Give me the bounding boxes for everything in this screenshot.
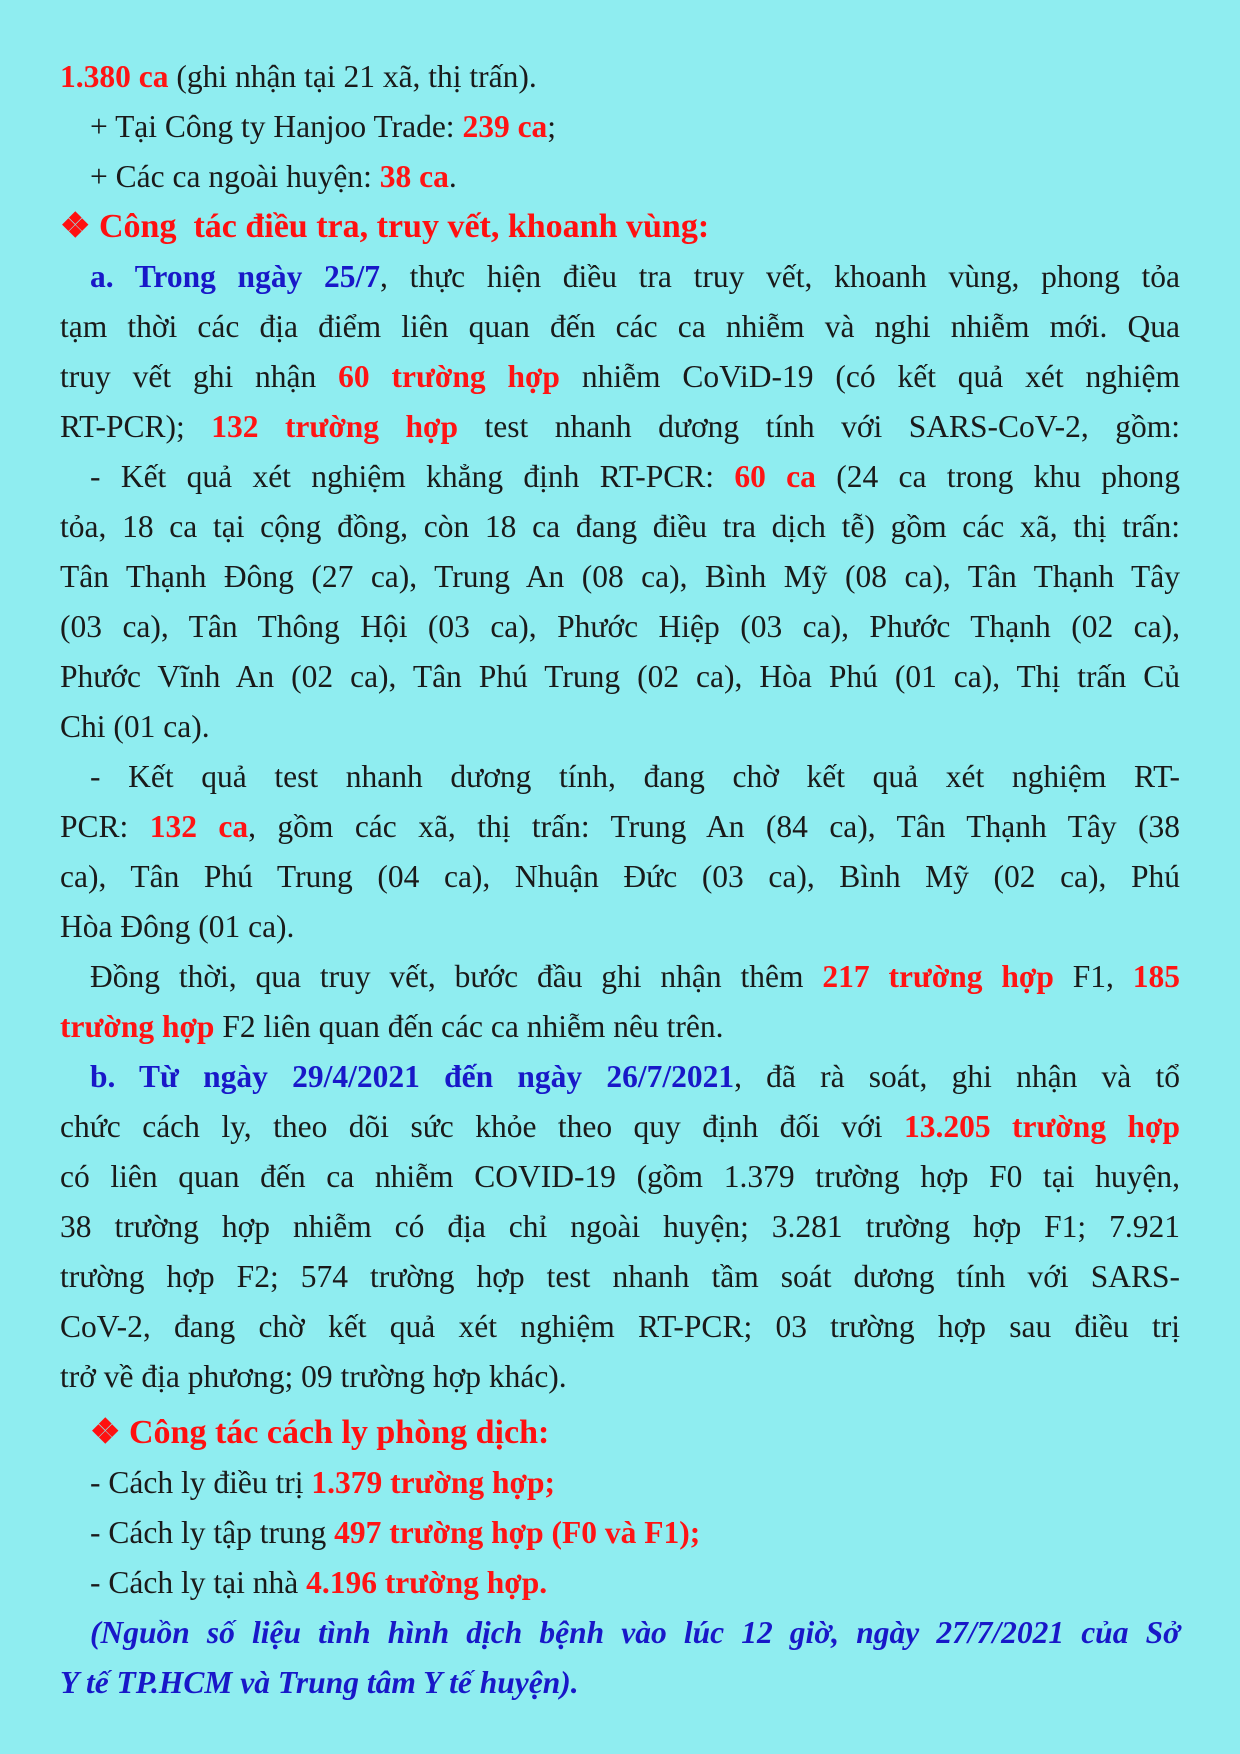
isolation-label: - Cách ly tập trung xyxy=(90,1515,335,1550)
summary-line-total xyxy=(60,52,1180,102)
hanjoo-end: ; xyxy=(547,109,557,144)
paragraph-rtpcr-text: - Kết quả xét nghiệm khẳng định RT-PCR: xyxy=(90,459,735,494)
paragraph-rtpcr-line: (03 ca), Tân Thông Hội (03 ca), Phước Hiệp (03 ca), Phước Thạnh (02 ca), xyxy=(60,609,1180,644)
paragraph-a-text: test nhanh dương tính với SARS-CoV-2, gồm: xyxy=(458,409,1180,444)
paragraph-rtpcr-line: Tân Thạnh Đông (27 ca), Trung An (08 ca), Bình Mỹ (08 ca), Tân Thạnh Tây xyxy=(60,559,1180,594)
isolation-value: 4.196 trường hợp. xyxy=(306,1565,548,1600)
paragraph-b-text: chức cách ly, theo dõi sức khỏe theo quy định đối với xyxy=(60,1109,904,1144)
paragraph-quicktest xyxy=(60,752,1180,952)
source-note-line: Y tế TP.HCM và Trung tâm Y tế huyện). xyxy=(60,1665,579,1700)
rtpcr-60-highlight: 60 ca xyxy=(734,459,816,494)
rtpcr-cases-highlight: 60 trường hợp xyxy=(338,359,560,394)
list-item xyxy=(60,1558,1180,1608)
paragraph-a-text: truy vết ghi nhận xyxy=(60,359,339,394)
total-tracked-highlight: 13.205 trường hợp xyxy=(903,1109,1180,1144)
quicktest-cases-highlight: 132 trường hợp xyxy=(211,409,458,444)
paragraph-rtpcr-line xyxy=(60,452,1180,502)
paragraph-b-lead: b. Từ ngày 29/4/2021 đến ngày 26/7/2021 xyxy=(90,1059,735,1094)
paragraph-rtpcr-text: (24 ca trong khu phong xyxy=(815,459,1180,494)
paragraph-b-line: trường hợp F2; 574 trường hợp test nhanh tầm soát dương tính với SARS- xyxy=(60,1259,1180,1294)
total-cases-text: (ghi nhận tại 21 xã, thị trấn). xyxy=(168,59,537,94)
outside-count: 38 ca xyxy=(379,159,449,194)
paragraph-rtpcr-line: tỏa, 18 ca tại cộng đồng, còn 18 ca đang điều tra dịch tễ) gồm các xã, thị trấn: xyxy=(60,509,1180,544)
section-title: Công tác cách ly phòng dịch: xyxy=(128,1414,550,1451)
total-cases-count: 1.380 ca xyxy=(60,59,169,94)
paragraph-contacts-line xyxy=(60,1002,1180,1052)
paragraph-a-lead: a. Trong ngày 25/7 xyxy=(90,259,381,294)
paragraph-a xyxy=(60,252,1180,452)
paragraph-a-line xyxy=(60,402,1180,452)
source-note-line: (Nguồn số liệu tình hình dịch bệnh vào lúc 12 giờ, ngày 27/7/2021 của Sở xyxy=(90,1615,1180,1650)
paragraph-a-line xyxy=(60,252,1180,302)
diamond-bullet-icon: ❖ xyxy=(60,208,91,245)
paragraph-quicktest-line: - Kết quả test nhanh dương tính, đang chờ kết quả xét nghiệm RT- xyxy=(90,759,1180,794)
isolation-value: 497 trường hợp (F0 và F1); xyxy=(334,1515,701,1550)
paragraph-rtpcr xyxy=(60,452,1180,752)
paragraph-quicktest-text: , gồm các xã, thị trấn: Trung An (84 ca), Tân Thạnh Tây (38 xyxy=(248,809,1181,844)
paragraph-b-line: CoV-2, đang chờ kết quả xét nghiệm RT-PCR; 03 trường hợp sau điều trị xyxy=(60,1309,1180,1344)
paragraph-a-text: , thực hiện điều tra truy vết, khoanh vùng, phong tỏa xyxy=(380,259,1180,294)
paragraph-b-line: có liên quan đến ca nhiễm COVID-19 (gồm 1.379 trường hợp F0 tại huyện, xyxy=(60,1159,1180,1194)
paragraph-b-line xyxy=(60,1102,1180,1152)
section-heading-isolation xyxy=(60,1408,1180,1458)
isolation-label: - Cách ly tại nhà xyxy=(90,1565,307,1600)
paragraph-contacts-line xyxy=(60,952,1180,1002)
paragraph-contacts-text: F2 liên quan đến các ca nhiễm nêu trên. xyxy=(214,1009,724,1044)
paragraph-contacts-text: Đồng thời, qua truy vết, bước đầu ghi nhận thêm xyxy=(90,959,823,994)
diamond-bullet-icon: ❖ xyxy=(90,1414,121,1451)
paragraph-rtpcr-line: Phước Vĩnh An (02 ca), Tân Phú Trung (02 ca), Hòa Phú (01 ca), Thị trấn Củ xyxy=(60,659,1180,694)
f2-count-highlight-cont: trường hợp xyxy=(60,1009,215,1044)
paragraph-b-line: 38 trường hợp nhiễm có địa chỉ ngoài huyện; 3.281 trường hợp F1; 7.921 xyxy=(60,1209,1180,1244)
paragraph-a-line: tạm thời các địa điểm liên quan đến các ca nhiễm và nghi nhiễm mới. Qua xyxy=(60,309,1180,344)
list-item xyxy=(60,1508,1180,1558)
isolation-value: 1.379 trường hợp; xyxy=(311,1465,556,1500)
paragraph-contacts xyxy=(60,952,1180,1052)
quicktest-132-highlight: 132 ca xyxy=(149,809,249,844)
outside-label: + Các ca ngoài huyện: xyxy=(90,159,380,194)
isolation-label: - Cách ly điều trị xyxy=(90,1465,312,1500)
paragraph-a-text: nhiễm CoViD-19 (có kết quả xét nghiệm xyxy=(559,359,1180,394)
paragraph-b-text: , đã rà soát, ghi nhận và tổ xyxy=(734,1059,1180,1094)
source-note xyxy=(60,1608,1180,1708)
isolation-list xyxy=(60,1458,1180,1608)
outside-end: . xyxy=(448,159,457,194)
paragraph-quicktest-text: PCR: xyxy=(60,809,150,844)
section-title: Công tác điều tra, truy vết, khoanh vùng: xyxy=(98,208,710,245)
hanjoo-count: 239 ca xyxy=(462,109,548,144)
paragraph-a-text: RT-PCR); xyxy=(60,409,212,444)
paragraph-rtpcr-line: Chi (01 ca). xyxy=(60,709,210,744)
summary-line-outside xyxy=(60,152,1180,202)
paragraph-b-line: trở về địa phương; 09 trường hợp khác). xyxy=(60,1359,567,1394)
paragraph-quicktest-line: Hòa Đông (01 ca). xyxy=(60,909,295,944)
f2-count-highlight: 185 xyxy=(1132,959,1180,994)
summary-line-hanjoo xyxy=(60,102,1180,152)
list-item xyxy=(60,1458,1180,1508)
paragraph-a-line xyxy=(60,352,1180,402)
section-heading-investigation xyxy=(60,202,1180,252)
f1-count-highlight: 217 trường hợp xyxy=(822,959,1054,994)
paragraph-contacts-text: F1, xyxy=(1053,959,1133,994)
paragraph-quicktest-line xyxy=(60,802,1180,852)
hanjoo-label: + Tại Công ty Hanjoo Trade: xyxy=(90,109,463,144)
paragraph-b-line xyxy=(60,1052,1180,1102)
paragraph-b xyxy=(60,1052,1180,1402)
paragraph-quicktest-line: ca), Tân Phú Trung (04 ca), Nhuận Đức (03 ca), Bình Mỹ (02 ca), Phú xyxy=(60,859,1180,894)
